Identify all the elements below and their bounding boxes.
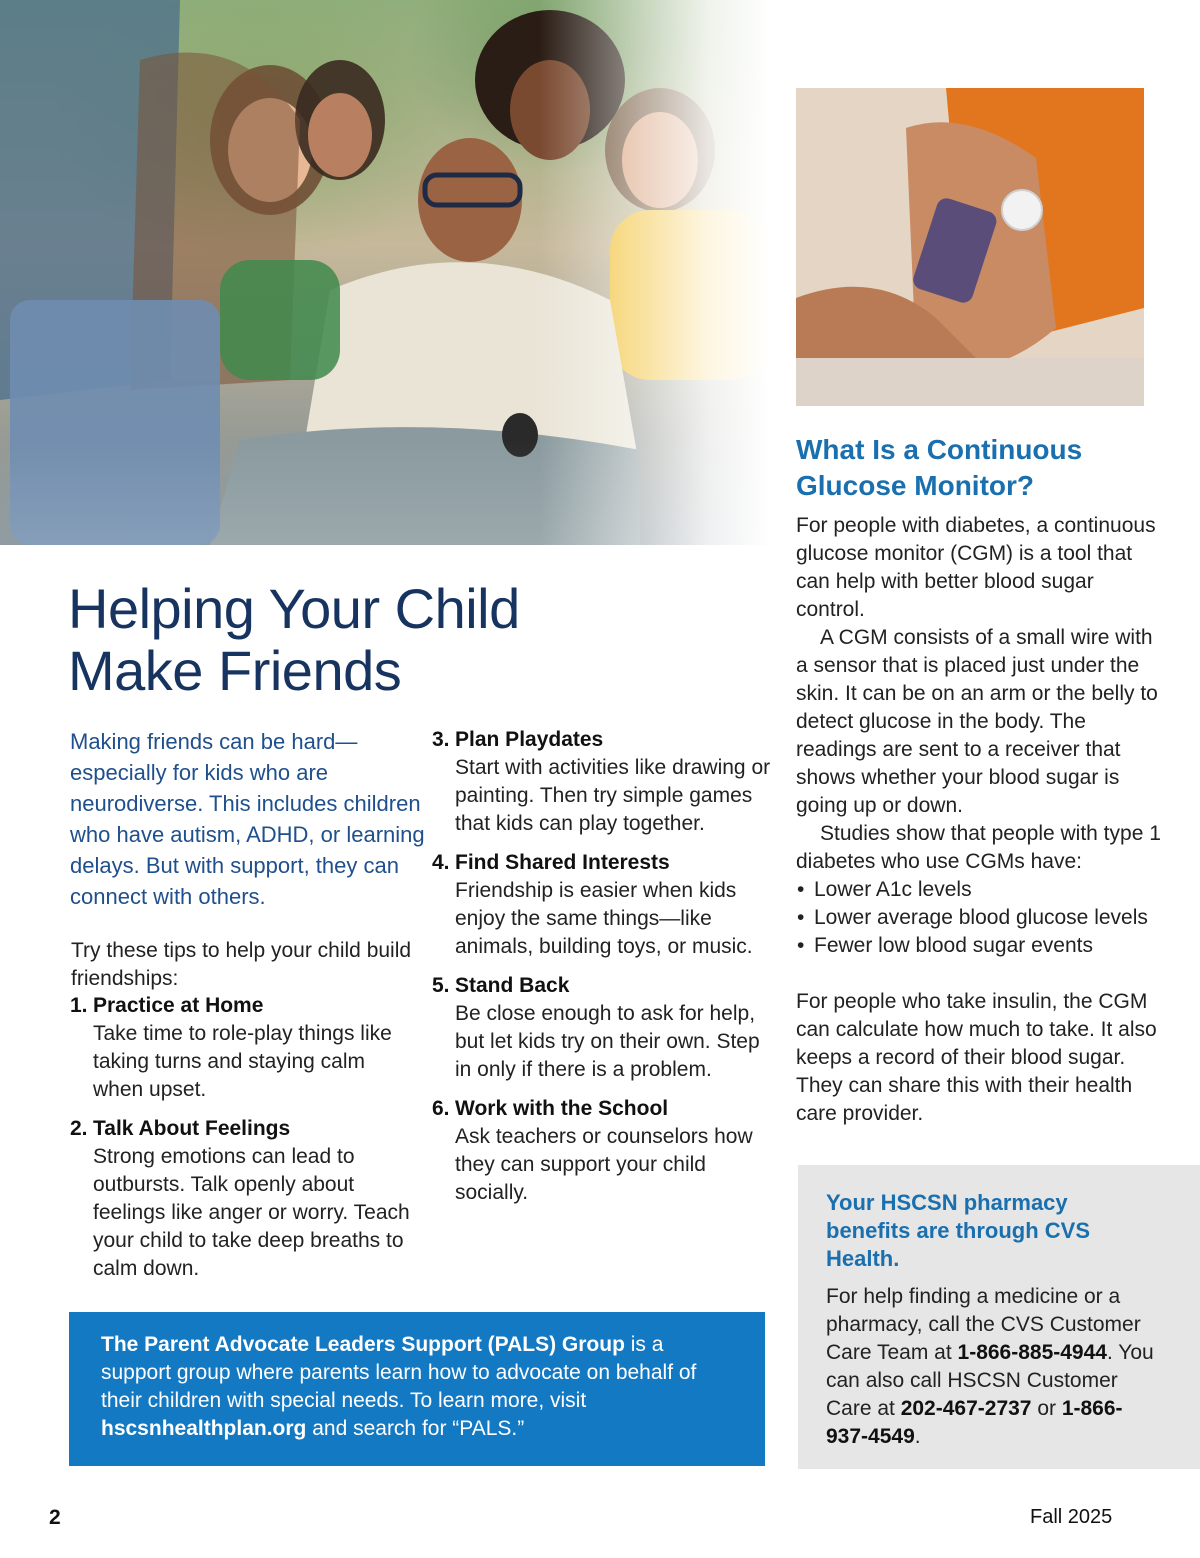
cgm-bullet: • Fewer low blood sugar events	[796, 932, 1161, 960]
pals-callout	[69, 1312, 765, 1466]
article-title-line1: Helping Your Child	[68, 577, 520, 640]
pals-name: The Parent Advocate Leaders Support (PALS) Group	[101, 1333, 625, 1356]
tip-item	[70, 992, 420, 1104]
pharmacy-text: For help finding a medicine or a pharmacy, call the CVS Customer Care Team at	[826, 1285, 1141, 1364]
pharmacy-text: or	[1031, 1397, 1062, 1420]
pharmacy-text: .	[914, 1425, 921, 1448]
tip-title: Talk About Feelings	[93, 1117, 291, 1140]
pharmacy-text: . You can also call HSCSN Customer Care at	[826, 1341, 1154, 1420]
tip-item	[432, 726, 772, 838]
tips-list-left	[70, 992, 420, 1294]
tip-item	[70, 1115, 420, 1283]
cgm-photo	[796, 88, 1144, 406]
pals-website-link[interactable]: hscsnhealthplan.org	[101, 1417, 307, 1440]
tip-body: Be close enough to ask for help, but let kids try on their own. Step in only if there is a problem.	[455, 1002, 760, 1081]
cgm-paragraph: A CGM consists of a small wire with a sensor that is placed just under the skin. It can be on an arm or the belly to detect glucose in the body. The readings are sent to a receiver that shows whether your blood sugar is going up or down.	[796, 626, 1158, 817]
tip-number: 5.	[432, 974, 450, 997]
tip-body: Ask teachers or counselors how they can support your child socially.	[455, 1125, 753, 1204]
tip-number: 2.	[70, 1117, 88, 1140]
cgm-paragraph: Studies show that people with type 1 diabetes who use CGMs have:	[796, 822, 1161, 873]
tip-body: Start with activities like drawing or painting. Then try simple games that kids can play together.	[455, 756, 771, 835]
tip-item	[432, 972, 772, 1084]
cgm-paragraph: For people with diabetes, a continuous glucose monitor (CGM) is a tool that can help with better blood sugar control.	[796, 514, 1156, 621]
tip-body: Friendship is easier when kids enjoy the same things—like animals, building toys, or music.	[455, 879, 753, 958]
article-title	[68, 578, 628, 702]
cgm-bullet-list	[796, 876, 1161, 960]
tip-number: 4.	[432, 851, 450, 874]
article-intro: Making friends can be hard—especially for kids who are neurodiverse. This includes children who have autism, ADHD, or learning delays. But with support, they can connect with others.	[70, 729, 425, 909]
pharmacy-callout	[798, 1165, 1200, 1469]
tip-number: 3.	[432, 728, 450, 751]
cgm-bullet: • Lower A1c levels	[796, 876, 1161, 904]
pharmacy-body	[826, 1283, 1156, 1451]
tip-number: 6.	[432, 1097, 450, 1120]
tip-number: 1.	[70, 994, 88, 1017]
hero-photo-kids-group	[0, 0, 770, 545]
cgm-body	[796, 512, 1161, 1128]
tip-title: Find Shared Interests	[455, 851, 670, 874]
tip-title: Work with the School	[455, 1097, 669, 1120]
tip-body: Take time to role-play things like taking turns and staying calm when upset.	[93, 1022, 392, 1101]
tip-body: Strong emotions can lead to outbursts. Talk openly about feelings like anger or worry. Teach your child to take deep breaths to calm down.	[93, 1145, 410, 1280]
pharmacy-heading: Your HSCSN pharmacy benefits are through CVS Health.	[826, 1190, 1091, 1271]
cgm-title: What Is a Continuous Glucose Monitor?	[796, 434, 1083, 501]
tip-item	[432, 1095, 772, 1207]
tip-title: Plan Playdates	[455, 728, 604, 751]
tip-title: Practice at Home	[93, 994, 264, 1017]
tip-title: Stand Back	[455, 974, 570, 997]
issue-label: Fall 2025	[1030, 1506, 1113, 1528]
cgm-paragraph: For people who take insulin, the CGM can calculate how much to take. It also keeps a record of their blood sugar. They can share this with their health care provider.	[796, 990, 1157, 1125]
page-number: 2	[49, 1506, 61, 1529]
tips-list-right	[432, 726, 772, 1218]
cvs-phone-number[interactable]: 1-866-885-4944	[957, 1341, 1107, 1364]
tips-lead: Try these tips to help your child build friendships:	[71, 939, 412, 990]
tip-item	[432, 849, 772, 961]
cgm-bullet: • Lower average blood glucose levels	[796, 904, 1161, 932]
pals-text-end: and search for “PALS.”	[306, 1417, 525, 1440]
article-title-line2: Make Friends	[68, 639, 402, 702]
hscsn-phone-number[interactable]: 202-467-2737	[900, 1397, 1032, 1420]
photo-cgm-sensor-arm-icon	[796, 88, 1144, 406]
hscsn-tollfree-number[interactable]: 1-866-937-4549	[826, 1397, 1123, 1448]
pals-text: is a support group where parents learn how to advocate on behalf of their children with special needs. To learn more, visit	[101, 1333, 697, 1412]
